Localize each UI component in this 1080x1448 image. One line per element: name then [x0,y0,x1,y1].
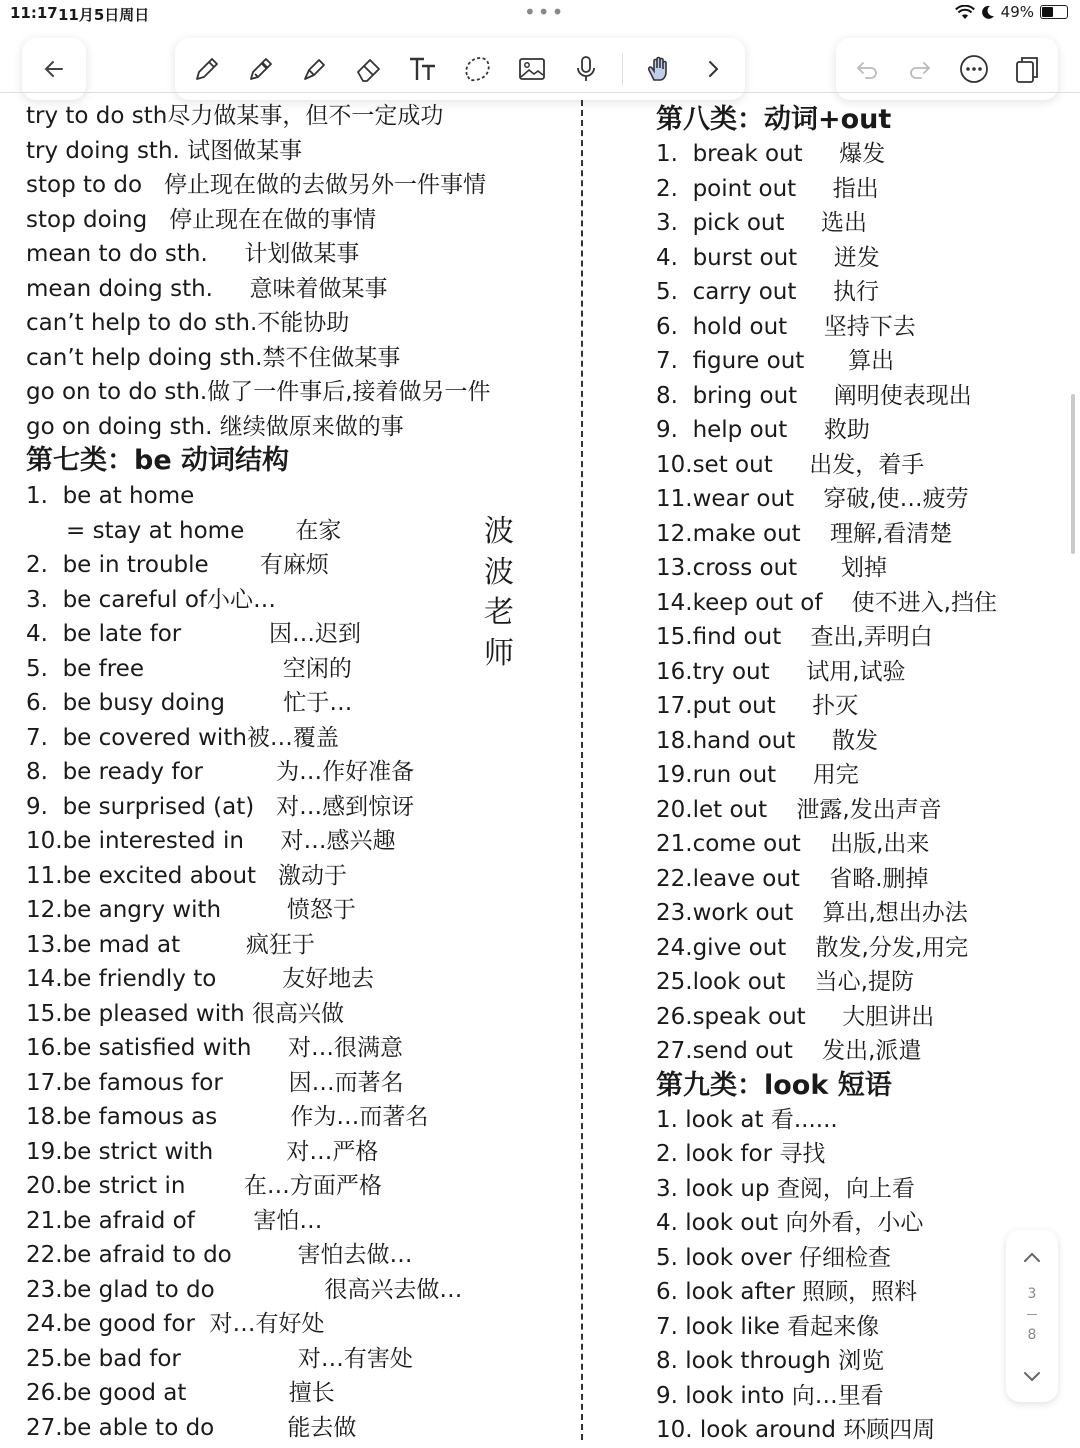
lasso-icon [461,53,493,85]
battery-icon [1040,5,1068,19]
list-item: 23.work out 算出,想出办法 [656,900,968,926]
list-item: 18.hand out 散发 [656,727,878,754]
list-item: 13.be mad at 疯狂于 [26,931,315,958]
list-item: 10.set out 出发，着手 [656,451,925,478]
text-line: go on doing sth. 继续做原来做的事 [26,413,404,440]
list-item: 7. figure out 算出 [656,348,895,374]
list-item: 14.be friendly to 友好地去 [26,966,375,992]
handwritten-annotation [484,512,514,674]
undo-button[interactable] [845,47,889,91]
list-item: 6. look after 照顾，照料 [656,1279,918,1305]
list-item: 10. look around 环顾四周 [656,1417,936,1443]
list-item: 7. be covered with被…覆盖 [26,724,339,751]
text-tool-button[interactable] [401,47,445,91]
list-item: 18.be famous as 作为…而著名 [26,1104,429,1130]
text-line: mean doing sth. 意味着做某事 [26,275,388,302]
page-up-button[interactable] [1006,1240,1058,1276]
list-item: 17.put out 扑灭 [656,693,859,719]
list-item: 9. look into 向…里看 [656,1382,884,1409]
undo-icon [851,53,883,85]
chevron-down-icon [1006,1358,1058,1394]
list-item: 20.let out 泄露,发出声音 [656,796,942,823]
handwritten-char: 波 [484,554,514,590]
pencil-tool-button[interactable] [185,47,229,91]
lasso-tool-button[interactable] [455,47,499,91]
list-item: 1. break out 爆发 [656,141,886,167]
list-item: 4. burst out 迸发 [656,244,880,271]
right-column [656,103,1056,1448]
list-item: 12.make out 理解,看清楚 [656,520,953,547]
list-item: 1. look at 看...... [656,1106,838,1133]
list-item: 21.come out 出版,出来 [656,831,930,857]
list-item: 5. carry out 执行 [656,279,879,305]
text-line: try doing sth. 试图做某事 [26,137,303,164]
list-item: 27.be able to do 能去做 [26,1414,357,1441]
list-item: 13.cross out 划掉 [656,555,888,581]
handwritten-char: 老 [484,595,514,630]
handwritten-char: 波 [484,514,514,549]
touch-hand-icon [643,53,675,85]
left-column [26,99,566,1445]
list-item: 8. be ready for 为…作好准备 [26,759,415,785]
image-icon [516,53,548,85]
list-item: 5. be free 空闲的 [26,655,352,682]
list-item: 26.be good at 擅长 [26,1380,335,1406]
text-line: mean to do sth. 计划做某事 [26,241,360,267]
list-item: = stay at home 在家 [66,517,342,544]
list-item: 27.send out 发出,派遣 [656,1038,922,1064]
status-time: 11:17 [10,4,58,22]
text-line: stop doing 停止现在在做的事情 [26,206,377,233]
page-down-button[interactable] [1006,1358,1058,1394]
list-item: 5. look over 仔细检查 [656,1244,892,1271]
list-item: 2. point out 指出 [656,175,879,202]
touch-mode-button[interactable] [637,47,681,91]
multitasking-dots-icon[interactable]: ••• [524,0,566,24]
page-number-separator [1027,1314,1037,1315]
list-item: 16.be satisfied with 对…很满意 [26,1035,404,1061]
text-line: can’t help to do sth.不能协助 [26,310,350,336]
eraser-tool-button[interactable] [347,47,391,91]
list-item: 9. help out 救助 [656,417,870,443]
text-line: stop to do 停止现在做的去做另外一件事情 [26,172,486,198]
list-item: 10.be interested in 对…感兴趣 [26,828,396,854]
status-date: 11月5日周日 [58,6,150,24]
list-item: 20.be strict in 在…方面严格 [26,1173,382,1199]
text-tool-icon [407,53,439,85]
list-item: 2. be in trouble 有麻烦 [26,552,329,578]
battery-percent: 49% [1000,3,1034,21]
highlighter-tool-button[interactable] [293,47,337,91]
chevron-up-icon [1006,1240,1058,1276]
back-button[interactable] [32,47,76,91]
section-heading-8: 第八类：动词+out [656,104,892,135]
list-item: 19.run out 用完 [656,762,859,788]
tool-palette [175,38,745,100]
pen-tool-button[interactable] [239,47,283,91]
list-item: 25.look out 当心,提防 [656,969,914,995]
pen-icon [245,53,277,85]
redo-button[interactable] [898,47,942,91]
list-item: 15.find out 查出,弄明白 [656,624,933,650]
list-item: 26.speak out 大胆讲出 [656,1003,935,1030]
section-heading-9: 第九类：look 短语 [656,1069,892,1101]
list-item: 17.be famous for 因…而著名 [26,1069,404,1096]
current-page-number: 3 [1027,1286,1037,1302]
pages-icon [1011,53,1043,85]
pages-button[interactable] [1005,47,1049,91]
more-icon [958,53,990,85]
total-page-count: 8 [1027,1327,1037,1343]
list-item: 22.leave out 省略.删掉 [656,865,929,892]
list-item: 6. hold out 坚持下去 [656,313,916,340]
list-item: 24.give out 散发,分发,用完 [656,934,969,961]
wifi-icon [955,5,975,20]
action-toolbar [836,38,1058,100]
list-item: 6. be busy doing 忙于… [26,690,353,716]
chevron-right-icon [697,53,729,85]
list-item: 8. bring out 阐明使表现出 [656,382,972,409]
column-divider [581,100,583,1440]
list-item: 3. look up 查阅，向上看 [656,1175,915,1202]
microphone-icon [570,53,602,85]
more-options-button[interactable] [952,47,996,91]
handwritten-char: 师 [484,635,514,671]
pencil-icon [191,53,223,85]
moon-icon [981,5,995,20]
list-item: 15.be pleased with 很高兴做 [26,1000,345,1027]
list-item: 1. be at home [26,483,195,509]
list-item: 4. look out 向外看，小心 [656,1210,924,1236]
eraser-icon [353,53,385,85]
more-tools-button[interactable] [691,47,735,91]
list-item: 14.keep out of 使不进入,挡住 [656,589,997,616]
list-item: 4. be late for 因…迟到 [26,621,361,647]
highlighter-icon [299,53,331,85]
list-item: 23.be glad to do 很高兴去做… [26,1276,463,1303]
list-item: 9. be surprised (at) 对…感到惊讶 [26,793,415,820]
page-navigator [1006,1230,1058,1402]
arrow-left-icon [38,53,70,85]
list-item: 11.be excited about 激动于 [26,862,348,889]
back-button-container [22,38,86,100]
redo-icon [904,53,936,85]
list-item: 24.be good for 对…有好处 [26,1311,325,1337]
text-line: go on to do sth.做了一件事后,接着做另一件 [26,379,491,405]
list-item: 22.be afraid to do 害怕去做… [26,1242,413,1268]
image-tool-button[interactable] [510,47,554,91]
status-bar [0,0,1080,26]
section-heading-7: 第七类：be 动词结构 [26,445,290,476]
list-item: 7. look like 看起来像 [656,1313,880,1340]
scrollbar[interactable] [1071,394,1075,554]
list-item: 8. look through 浏览 [656,1348,885,1374]
list-item: 11.wear out 穿破,使…疲劳 [656,486,969,512]
list-item: 12.be angry with 愤怒于 [26,897,356,923]
list-item: 3. be careful of小心… [26,586,277,613]
text-line: try to do sth尽力做某事，但不一定成功 [26,103,444,129]
text-line: can’t help doing sth.禁不住做某事 [26,344,401,371]
list-item: 19.be strict with 对…严格 [26,1138,379,1165]
list-item: 25.be bad for 对…有害处 [26,1345,413,1372]
microphone-tool-button[interactable] [564,47,608,91]
list-item: 3. pick out 选出 [656,210,868,236]
status-right [955,3,1068,21]
toolbar-separator [622,53,623,85]
list-item: 2. look for 寻找 [656,1141,826,1167]
list-item: 21.be afraid of 害怕… [26,1207,323,1234]
list-item: 16.try out 试用,试验 [656,658,906,685]
battery-fill [1042,7,1053,17]
